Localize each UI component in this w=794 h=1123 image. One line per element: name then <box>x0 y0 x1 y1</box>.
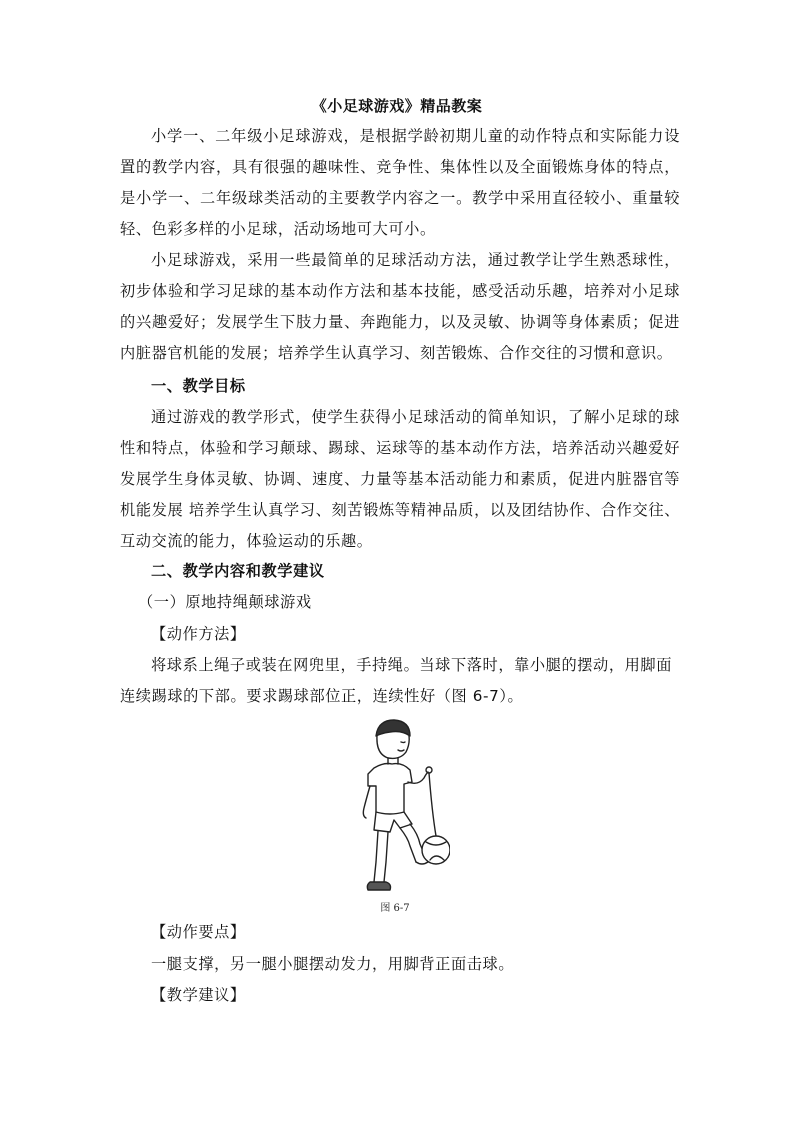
teaching-suggestion-label: 【教学建议】 <box>151 986 246 1004</box>
key-points-text: 一腿支撑，另一腿小腿摆动发力，用脚背正面击球。 <box>151 955 515 973</box>
section-heading-objectives: 一、教学目标 <box>151 377 246 395</box>
page-title: 《小足球游戏》精品教案 <box>311 97 483 115</box>
intro-section <box>120 121 680 369</box>
figure-caption: 图 6-7 <box>380 903 410 914</box>
objectives-section <box>120 402 680 557</box>
key-points-label: 【动作要点】 <box>151 923 246 941</box>
method-line-1: 将球系上绳子或装在网兜里，手持绳。当球下落时，靠小腿的摆动，用脚面 <box>151 656 672 674</box>
child-kicking-ball-illustration <box>340 712 450 902</box>
method-label: 【动作方法】 <box>151 625 246 643</box>
intro-paragraph-2: 小足球游戏，采用一些最简单的足球活动方法，通过教学让学生熟悉球性，初步体验和学习足球的基本动作方法和基本技能，感受活动乐趣，培养对小足球的兴趣爱好；发展学生下肢力量、奔跑能力，以及灵敏、协调等身体素质；促进内脏器官机能的发展；培养学生认真学习、刻苦锻炼、合作交往的习惯和意识。 <box>120 251 680 362</box>
section-heading-content: 二、教学内容和教学建议 <box>151 562 325 580</box>
objectives-paragraph: 通过游戏的教学形式，使学生获得小足球活动的简单知识，了解小足球的球性和特点，体验和学习颠球、踢球、运球等的基本动作方法，培养活动兴趣爱好发展学生身体灵敏、协调、速度、力量等基本活动能力和素质，促进内脏器官等机能发展 培养学生认真学习、刻苦锻炼等精神品质，以及团结协作、合作交往、互动交流的能力，体验运动的乐趣。 <box>120 408 680 550</box>
intro-paragraph-1: 小学一、二年级小足球游戏，是根据学龄初期儿童的动作特点和实际能力设置的教学内容，具有很强的趣味性、竞争性、集体性以及全面锻炼身体的特点，是小学一、二年级球类活动的主要教学内容之一。教学中采用直径较小、重量较轻、色彩多样的小足球，活动场地可大可小。 <box>120 127 680 238</box>
subheading-juggling-game: （一）原地持绳颠球游戏 <box>138 593 312 611</box>
method-line-2: 连续踢球的下部。要求踢球部位正，连续性好（图 6-7）。 <box>120 687 524 705</box>
